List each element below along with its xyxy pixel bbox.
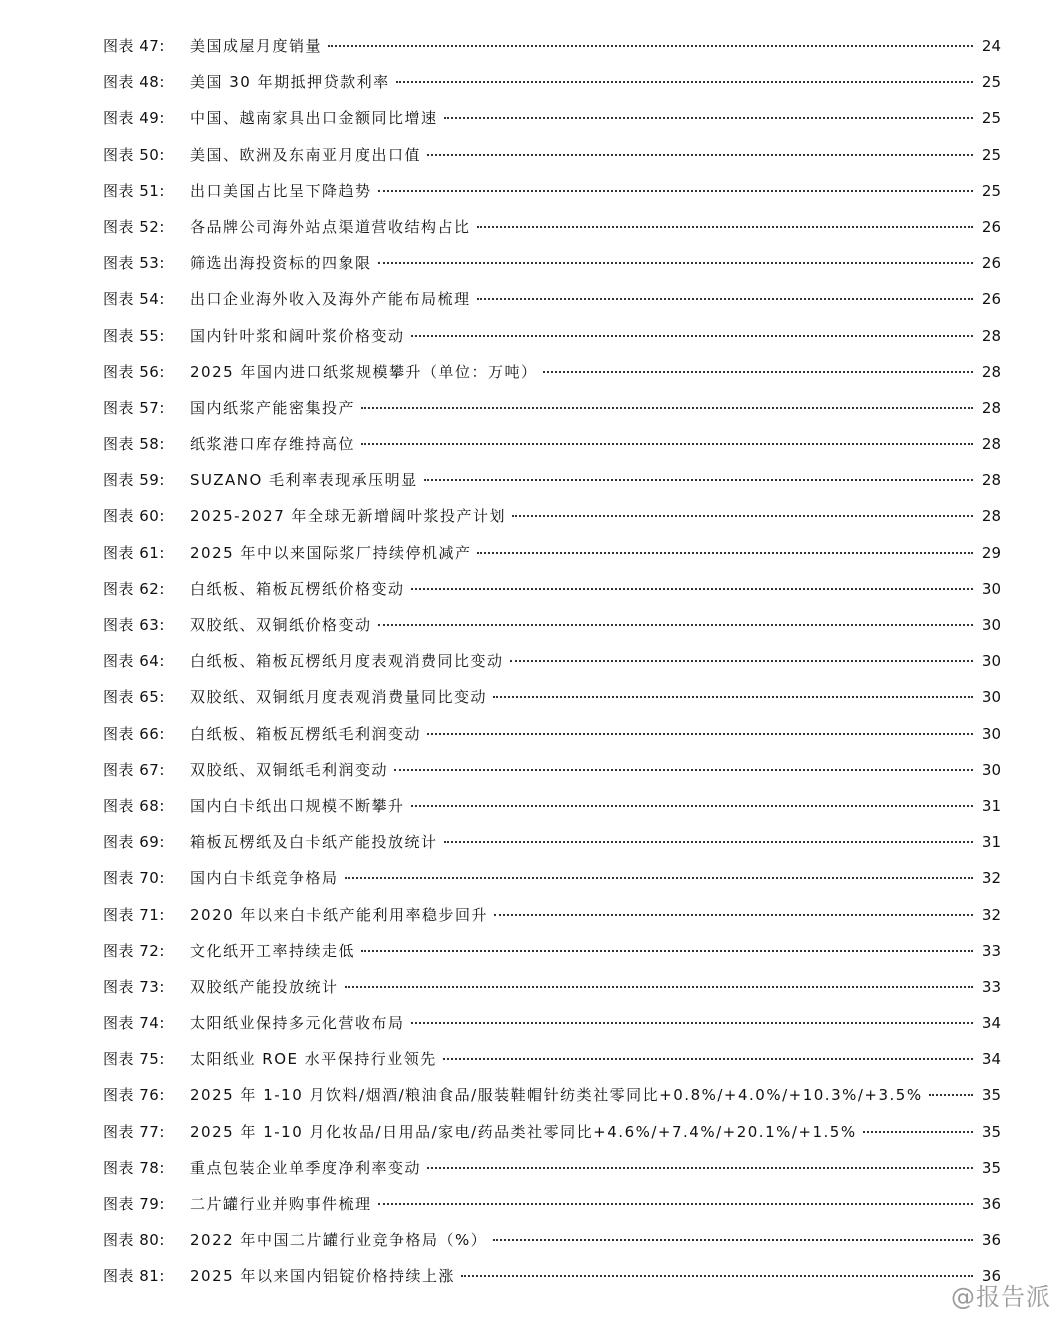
toc-entry[interactable] [103, 498, 1001, 534]
dot-leader [510, 660, 973, 662]
page-number: 33 [981, 941, 1001, 960]
page-number: 28 [981, 326, 1001, 345]
page-number: 26 [981, 217, 1001, 236]
figure-label: 图表 56: [103, 362, 165, 381]
dot-leader [424, 479, 973, 481]
figure-label: 图表 72: [103, 941, 165, 960]
figure-title: 文化纸开工率持续走低 [190, 941, 356, 960]
figure-title: 重点包装企业单季度净利率变动 [190, 1158, 422, 1177]
dot-leader [863, 1131, 973, 1133]
figure-title: 2020 年以来白卡纸产能利用率稳步回升 [190, 905, 488, 924]
page-number: 28 [981, 507, 1001, 526]
figure-label: 图表 81: [103, 1267, 165, 1286]
figure-label: 图表 55: [103, 326, 165, 345]
toc-entry[interactable] [103, 462, 1001, 498]
dot-leader [461, 1275, 973, 1277]
toc-entry[interactable] [103, 607, 1001, 643]
dot-leader [345, 877, 973, 879]
figure-title: 美国 30 年期抵押贷款利率 [190, 73, 390, 92]
toc-entry[interactable] [103, 426, 1001, 462]
page-number: 25 [981, 145, 1001, 164]
toc-entry[interactable] [103, 281, 1001, 317]
toc-entry[interactable] [103, 571, 1001, 607]
page-number: 32 [981, 905, 1001, 924]
dot-leader [394, 769, 973, 771]
figure-label: 图表 48: [103, 73, 165, 92]
figure-label: 图表 63: [103, 616, 165, 634]
toc-entry[interactable] [103, 933, 1001, 969]
figure-label: 图表 70: [103, 869, 165, 888]
dot-leader [411, 335, 973, 337]
dot-leader [493, 696, 973, 698]
toc-entry[interactable] [103, 390, 1001, 426]
page-number: 36 [981, 1195, 1001, 1213]
toc-entry[interactable] [103, 64, 1001, 100]
toc-entry[interactable] [103, 137, 1001, 173]
figure-label: 图表 79: [103, 1195, 165, 1213]
figure-label: 图表 80: [103, 1231, 165, 1250]
figure-title: 双胶纸、双铜纸毛利润变动 [190, 760, 389, 779]
figure-label: 图表 57: [103, 398, 165, 417]
figure-label: 图表 76: [103, 1086, 165, 1105]
page-number: 33 [981, 977, 1001, 996]
page-number: 36 [981, 1267, 1001, 1286]
toc-entry[interactable] [103, 535, 1001, 571]
page-number: 29 [981, 543, 1001, 562]
page-number: 30 [981, 688, 1001, 707]
toc-entry[interactable] [103, 1041, 1001, 1077]
figure-title: 出口企业海外收入及海外产能布局梳理 [190, 290, 471, 309]
dot-leader [411, 1022, 973, 1024]
toc-entry[interactable] [103, 897, 1001, 933]
figure-label: 图表 73: [103, 977, 165, 996]
page-number: 34 [981, 1014, 1001, 1033]
figure-title: 双胶纸、双铜纸月度表观消费量同比变动 [190, 688, 488, 707]
page-number: 26 [981, 254, 1001, 273]
dot-leader [411, 588, 973, 590]
dot-leader [328, 45, 973, 47]
dot-leader [427, 154, 973, 156]
figure-label: 图表 78: [103, 1158, 165, 1177]
figure-label: 图表 77: [103, 1122, 165, 1141]
figure-title: 2025 年国内进口纸浆规模攀升（单位：万吨） [190, 362, 538, 381]
toc-entry[interactable] [103, 354, 1001, 390]
figure-title: 太阳纸业 ROE 水平保持行业领先 [190, 1050, 437, 1069]
figure-title: 2025 年 1-10 月化妆品/日用品/家电/药品类社零同比+4.6%/+7.4%/+20.1%/+1.5% [190, 1122, 857, 1141]
table-of-figures [103, 28, 1001, 1295]
page-number: 30 [981, 724, 1001, 743]
figure-label: 图表 53: [103, 254, 165, 273]
dot-leader [396, 81, 973, 83]
dot-leader [345, 986, 973, 988]
figure-title: 2025 年中以来国际浆厂持续停机减产 [190, 543, 472, 562]
dot-leader [411, 805, 973, 807]
toc-entry[interactable] [103, 100, 1001, 136]
figure-label: 图表 54: [103, 290, 165, 309]
page-number: 24 [981, 37, 1001, 55]
dot-leader [378, 624, 973, 626]
figure-title: 各品牌公司海外站点渠道营收结构占比 [190, 217, 471, 236]
figure-title: 出口美国占比呈下降趋势 [190, 181, 372, 200]
toc-entry[interactable] [103, 1186, 1001, 1222]
dot-leader [543, 371, 973, 373]
figure-title: SUZANO 毛利率表现承压明显 [190, 471, 418, 490]
page-number: 31 [981, 796, 1001, 815]
figure-title: 纸浆港口库存维持高位 [190, 435, 356, 454]
figure-label: 图表 47: [103, 37, 165, 55]
toc-entry[interactable] [103, 318, 1001, 354]
page-number: 30 [981, 652, 1001, 671]
toc-entry[interactable] [103, 1077, 1001, 1113]
dot-leader [477, 552, 973, 554]
toc-entry[interactable] [103, 752, 1001, 788]
figure-label: 图表 68: [103, 796, 165, 815]
dot-leader [929, 1094, 973, 1096]
figure-title: 2025-2027 年全球无新增阔叶浆投产计划 [190, 507, 507, 526]
dot-leader [493, 1239, 973, 1241]
figure-label: 图表 66: [103, 724, 165, 743]
dot-leader [427, 733, 973, 735]
page-number: 35 [981, 1158, 1001, 1177]
figure-label: 图表 71: [103, 905, 165, 924]
figure-title: 双胶纸产能投放统计 [190, 977, 339, 996]
page-number: 28 [981, 362, 1001, 381]
figure-title: 白纸板、箱板瓦楞纸价格变动 [190, 579, 405, 598]
figure-title: 中国、越南家具出口金额同比增速 [190, 109, 438, 128]
figure-title: 国内白卡纸出口规模不断攀升 [190, 796, 405, 815]
figure-title: 太阳纸业保持多元化营收布局 [190, 1014, 405, 1033]
page-number: 35 [981, 1122, 1001, 1141]
page-number: 25 [981, 109, 1001, 128]
toc-entry[interactable] [103, 1150, 1001, 1186]
toc-entry[interactable] [103, 28, 1001, 64]
dot-leader [361, 950, 973, 952]
figure-label: 图表 64: [103, 652, 165, 671]
toc-entry[interactable] [103, 824, 1001, 860]
page-number: 34 [981, 1050, 1001, 1069]
figure-label: 图表 60: [103, 507, 165, 526]
page-number: 26 [981, 290, 1001, 309]
figure-title: 双胶纸、双铜纸价格变动 [190, 616, 372, 634]
page-number: 35 [981, 1086, 1001, 1105]
dot-leader [512, 515, 973, 517]
dot-leader [361, 407, 973, 409]
dot-leader [443, 1058, 973, 1060]
figure-label: 图表 58: [103, 435, 165, 454]
figure-label: 图表 49: [103, 109, 165, 128]
toc-entry[interactable] [103, 969, 1001, 1005]
figure-title: 2025 年以来国内铝锭价格持续上涨 [190, 1267, 455, 1286]
figure-title: 美国成屋月度销量 [190, 37, 323, 55]
dot-leader [444, 841, 973, 843]
toc-entry[interactable] [103, 679, 1001, 715]
page-number: 36 [981, 1231, 1001, 1250]
figure-label: 图表 67: [103, 760, 165, 779]
dot-leader [378, 262, 973, 264]
page-number: 30 [981, 579, 1001, 598]
figure-title: 箱板瓦楞纸及白卡纸产能投放统计 [190, 833, 438, 852]
figure-title: 国内针叶浆和阔叶浆价格变动 [190, 326, 405, 345]
dot-leader [378, 1203, 973, 1205]
toc-entry[interactable] [103, 716, 1001, 752]
page-number: 25 [981, 73, 1001, 92]
figure-title: 2022 年中国二片罐行业竞争格局（%） [190, 1231, 488, 1250]
dot-leader [444, 117, 973, 119]
dot-leader [427, 1167, 973, 1169]
page-number: 28 [981, 435, 1001, 454]
toc-entry[interactable] [103, 1222, 1001, 1258]
figure-label: 图表 69: [103, 833, 165, 852]
figure-label: 图表 61: [103, 543, 165, 562]
dot-leader [477, 298, 973, 300]
figure-title: 二片罐行业并购事件梳理 [190, 1195, 372, 1213]
toc-entry[interactable] [103, 788, 1001, 824]
toc-entry[interactable] [103, 1005, 1001, 1041]
page-number: 32 [981, 869, 1001, 888]
figure-title: 国内纸浆产能密集投产 [190, 398, 356, 417]
toc-entry[interactable] [103, 173, 1001, 209]
figure-title: 筛选出海投资标的四象限 [190, 254, 372, 273]
page-number: 25 [981, 181, 1001, 200]
page-number: 30 [981, 616, 1001, 634]
figure-label: 图表 51: [103, 181, 165, 200]
page-number: 30 [981, 760, 1001, 779]
toc-entry[interactable] [103, 860, 1001, 896]
figure-label: 图表 65: [103, 688, 165, 707]
toc-entry[interactable] [103, 209, 1001, 245]
dot-leader [378, 190, 973, 192]
dot-leader [361, 443, 973, 445]
figure-title: 白纸板、箱板瓦楞纸毛利润变动 [190, 724, 422, 743]
figure-title: 2025 年 1-10 月饮料/烟酒/粮油食品/服装鞋帽针纺类社零同比+0.8%/+4.0%/+10.3%/+3.5% [190, 1086, 923, 1105]
figure-label: 图表 75: [103, 1050, 165, 1069]
page-number: 31 [981, 833, 1001, 852]
figure-title: 美国、欧洲及东南亚月度出口值 [190, 145, 422, 164]
toc-entry[interactable] [103, 643, 1001, 679]
figure-label: 图表 59: [103, 471, 165, 490]
figure-label: 图表 62: [103, 579, 165, 598]
figure-label: 图表 74: [103, 1014, 165, 1033]
figure-label: 图表 50: [103, 145, 165, 164]
page-number: 28 [981, 398, 1001, 417]
figure-title: 白纸板、箱板瓦楞纸月度表观消费同比变动 [190, 652, 504, 671]
toc-entry[interactable] [103, 1258, 1001, 1294]
figure-label: 图表 52: [103, 217, 165, 236]
page-number: 28 [981, 471, 1001, 490]
dot-leader [477, 226, 973, 228]
dot-leader [494, 914, 973, 916]
toc-entry[interactable] [103, 245, 1001, 281]
figure-title: 国内白卡纸竞争格局 [190, 869, 339, 888]
watermark: @报告派 [951, 1283, 1051, 1311]
toc-entry[interactable] [103, 1114, 1001, 1150]
